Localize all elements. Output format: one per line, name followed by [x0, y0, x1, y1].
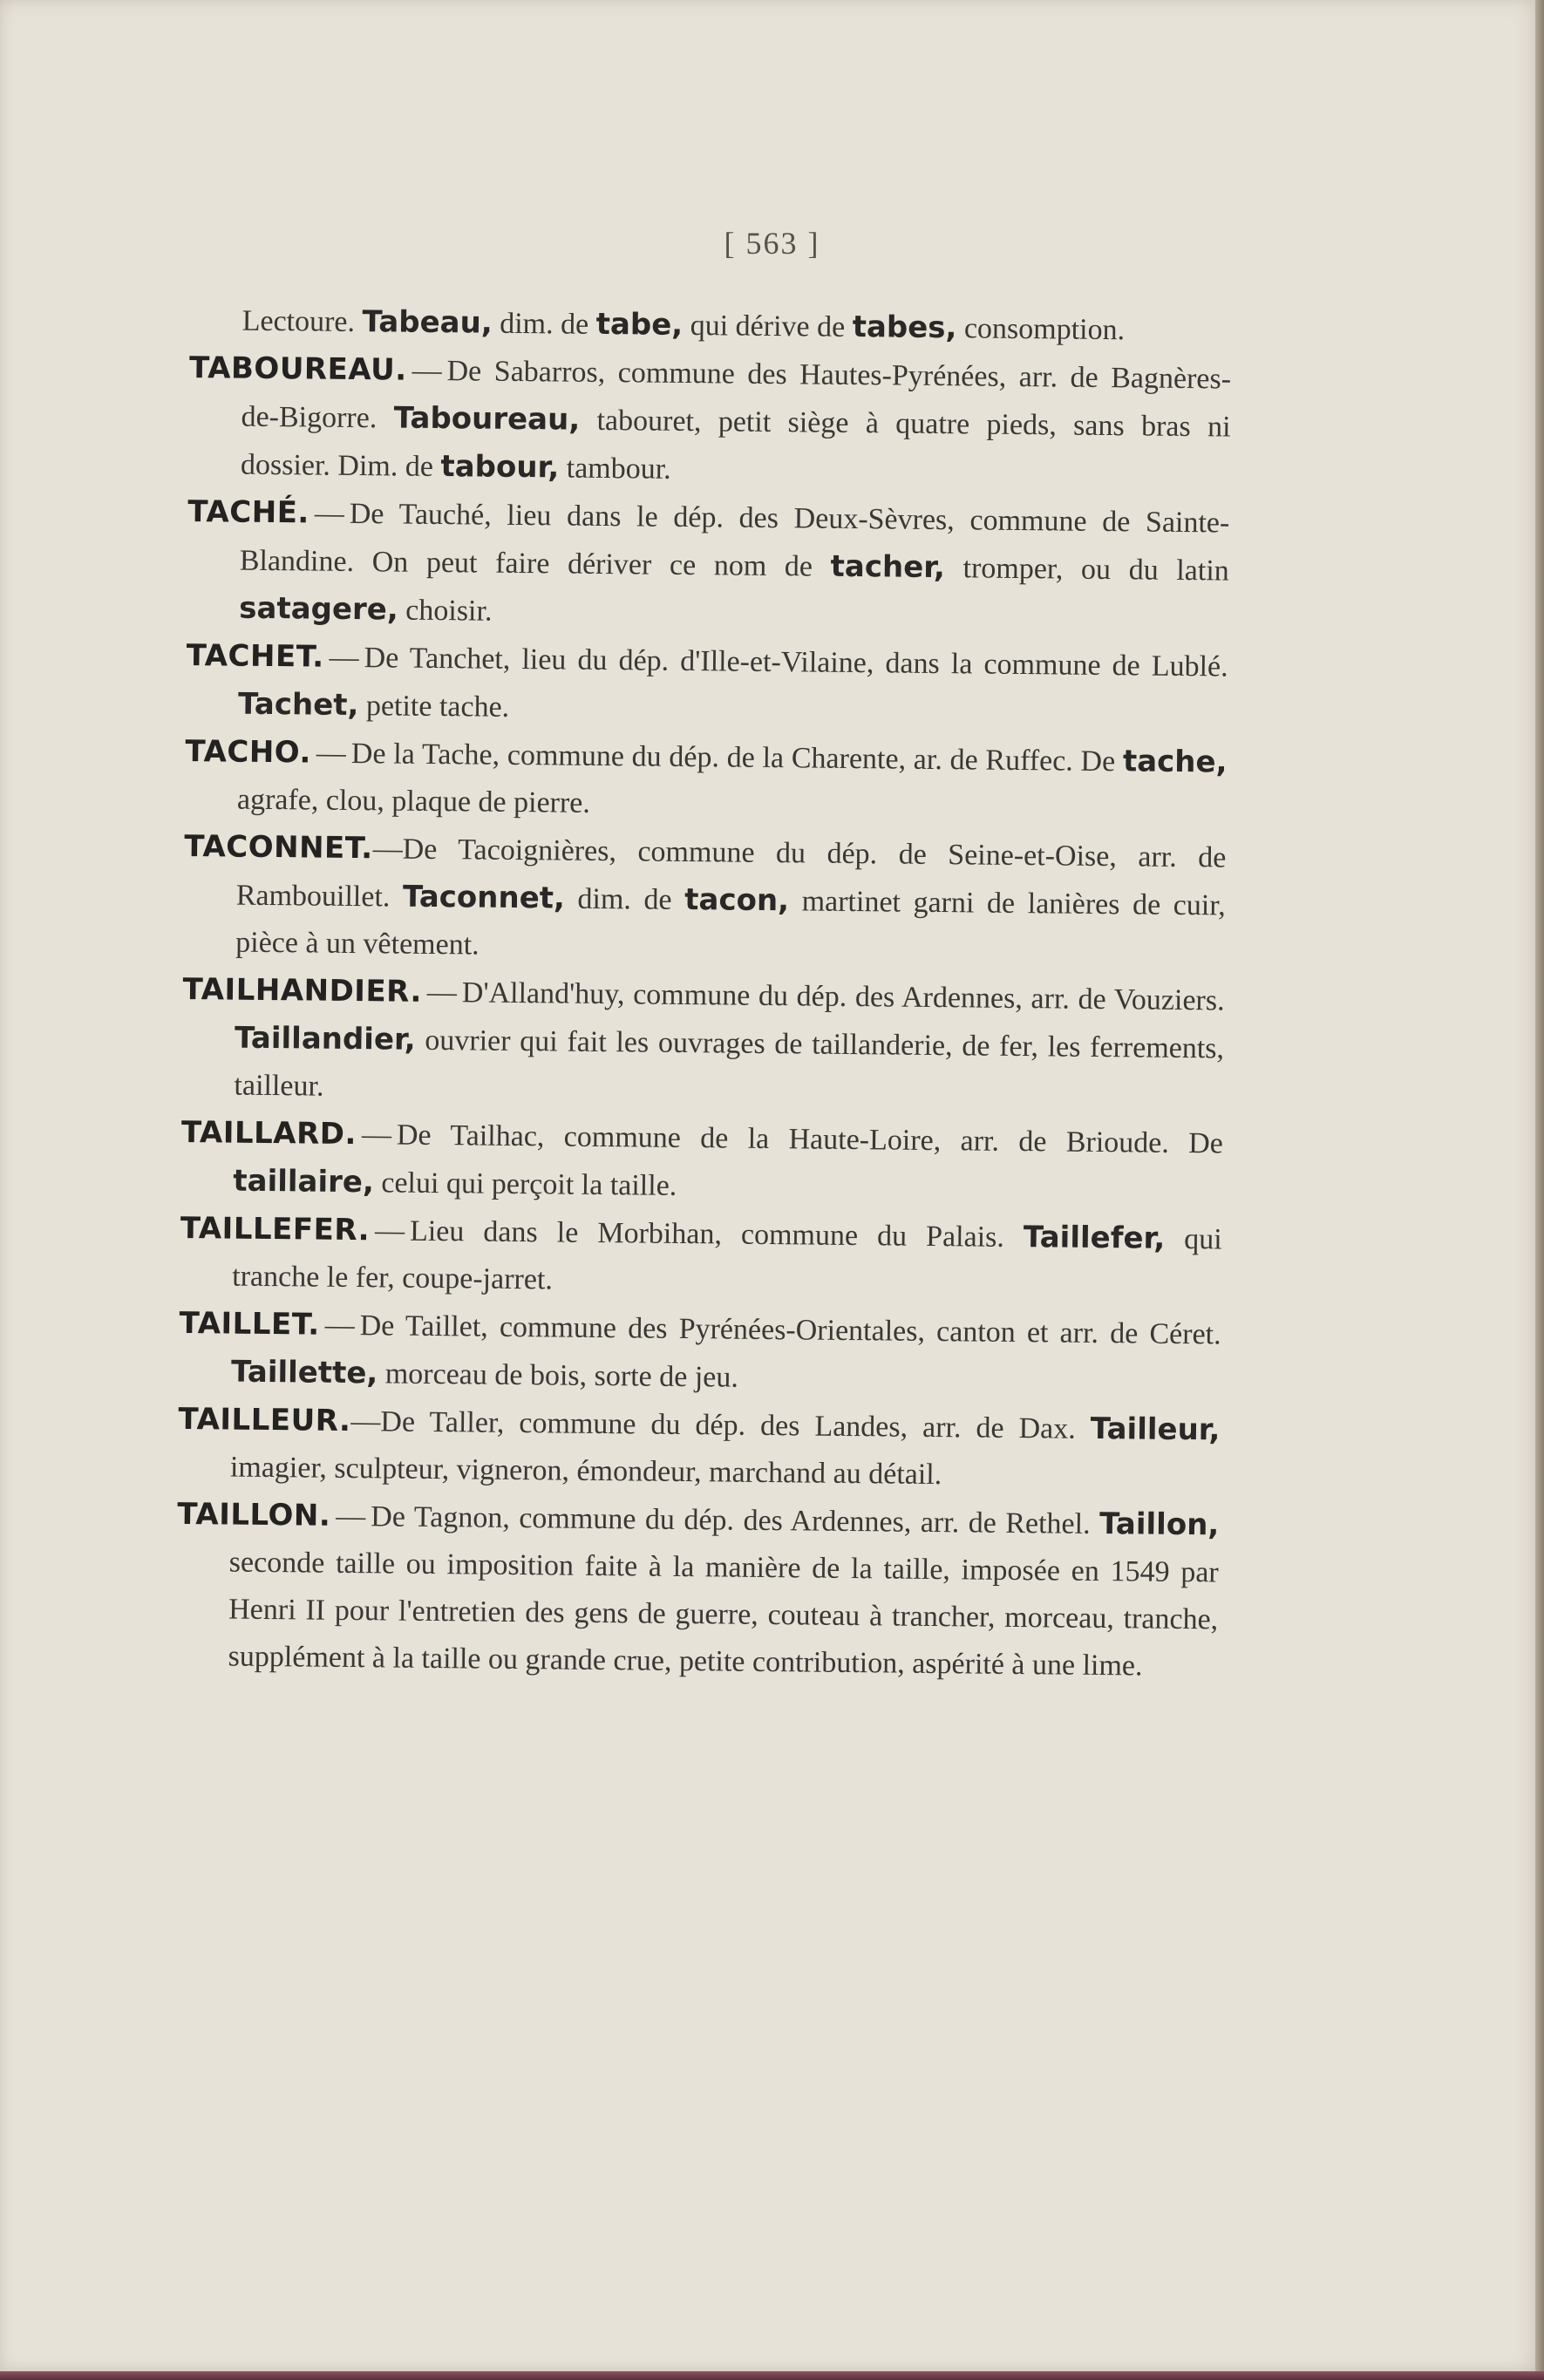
text-run: choisir.	[398, 594, 493, 628]
bold-term: Taillandier,	[234, 1020, 416, 1057]
text-run: De la Tache, commune du dép. de la Charente, ar. de Ruffec. De	[350, 737, 1124, 779]
headword: TACONNET.	[184, 828, 373, 867]
headword: TAILLEFER.	[180, 1210, 371, 1248]
text-run: dim. de	[564, 882, 685, 916]
text-run: De Tacoignières, commune du dép. de Seine-et-Oise, arr. de Rambouillet.	[235, 833, 1227, 914]
text-run: qui tranche le fer, coupe-jarret.	[232, 1222, 1222, 1296]
bold-term: Tailleur,	[1090, 1411, 1221, 1448]
dash: —	[314, 497, 345, 530]
dash: —	[350, 1405, 381, 1438]
entry-tacho	[185, 728, 1228, 834]
dash: —	[361, 1119, 392, 1152]
entry-tache	[187, 488, 1230, 643]
text-run: petite tache.	[358, 690, 510, 724]
headword: TACHET.	[186, 637, 324, 675]
text-run: Lectoure.	[241, 304, 363, 339]
entry-taconnet	[183, 823, 1227, 977]
bold-term: Tabeau,	[362, 304, 493, 341]
bold-term: tache,	[1122, 744, 1228, 780]
headword: TAILLET.	[179, 1305, 320, 1343]
text-run: martinet garni de lanières de cuir, pièce à un vêtement.	[235, 885, 1226, 962]
dictionary-text	[175, 296, 1232, 1690]
page-bottom-edge	[0, 2371, 1544, 2380]
entry-taillet	[179, 1300, 1221, 1407]
entry-tailhandier	[181, 966, 1225, 1120]
entry-tachet	[186, 632, 1228, 739]
text-run: De Tagnon, commune du dép. des Ardennes, arr. de Rethel.	[371, 1500, 1100, 1540]
headword: TAILLON.	[177, 1496, 331, 1533]
bold-term: Tachet,	[237, 686, 359, 724]
text-run: qui dérive de	[683, 309, 853, 343]
text-run: morceau de bois, sorte de jeu.	[377, 1357, 739, 1394]
entry-taboureau	[188, 344, 1232, 500]
bold-term: tabour,	[440, 449, 560, 486]
text-run: dim. de	[492, 307, 596, 341]
dash: —	[426, 976, 458, 1010]
bold-term: Taboureau,	[393, 400, 581, 438]
entry-taillon	[175, 1491, 1219, 1691]
text-run: De Taillet, commune des Pyrénées-Orientales, canton et arr. de Céret.	[359, 1309, 1221, 1351]
text-run: ouvrier qui fait les ouvrages de taillanderie, de fer, les ferrements, tailleur.	[234, 1023, 1225, 1103]
bold-term: Taconnet,	[402, 879, 566, 916]
dash: —	[412, 354, 442, 388]
text-run: seconde taille ou imposition faite à la manière de la taille, imposée en 1549 par Henri II pour l'entretien des gens de guerre, couteau à trancher, morceau, tranche, supplément à la taille ou grande crue, petite contribution, aspérité à une lime.	[228, 1546, 1219, 1683]
entry-taillefer	[180, 1205, 1222, 1311]
headword: TACHÉ.	[187, 493, 310, 531]
dash: —	[336, 1499, 366, 1533]
bold-term: tabe,	[595, 306, 684, 343]
text-run: consomption.	[956, 312, 1126, 347]
headword: TACHO.	[185, 733, 312, 771]
bold-term: Taillefer,	[1023, 1220, 1166, 1256]
headword: TAILHANDIER.	[182, 971, 423, 1010]
page-number: [ 563 ]	[724, 226, 820, 261]
dash: —	[329, 641, 359, 675]
text-run: D'Alland'huy, commune du dép. des Ardennes, arr. de Vouziers.	[461, 976, 1225, 1017]
bold-term: Taillon,	[1098, 1506, 1220, 1543]
bold-term: tacon,	[684, 881, 790, 919]
headword: TAILLEUR.	[178, 1401, 351, 1439]
text-run: De Tauché, lieu dans le dép. des Deux-Sèvres, commune de Sainte-Blandine. On peut faire dériver ce nom de	[239, 497, 1230, 583]
dash: —	[372, 833, 403, 866]
text-run: imagier, sculpteur, vigneron, émondeur, marchand au détail.	[229, 1451, 942, 1492]
text-run: celui qui perçoit la taille.	[373, 1166, 677, 1202]
bold-term: taillaire,	[233, 1163, 375, 1200]
text-run: De Sabarros, commune des Hautes-Pyrénées, arr. de Bagnères-de-Bigorre.	[241, 355, 1232, 435]
text-run: De Taller, commune du dép. des Landes, arr. de Dax.	[380, 1405, 1091, 1445]
dash: —	[316, 737, 347, 770]
headword: TAILLARD.	[180, 1114, 357, 1153]
text-run: agrafe, clou, plaque de pierre.	[236, 783, 591, 819]
bold-term: tacher,	[830, 548, 946, 586]
bold-term: tabes,	[852, 309, 957, 346]
text-run: De Tailhac, commune de la Haute-Loire, arr. de Brioude. De	[396, 1119, 1224, 1160]
text-run: tromper, ou du latin	[944, 552, 1229, 588]
dash: —	[324, 1309, 355, 1343]
entry-tailleur	[178, 1396, 1221, 1502]
text-run: Lieu dans le Morbihan, commune du Palais.	[409, 1214, 1024, 1255]
entry-taillard	[180, 1109, 1223, 1216]
headword: TABOUREAU.	[188, 350, 407, 388]
text-run: tambour.	[559, 452, 671, 486]
bold-term: satagere,	[239, 590, 398, 628]
page-spine-edge	[1535, 0, 1544, 2380]
dash: —	[374, 1214, 405, 1248]
text-run: tabouret, petit siège à quatre pieds, sans bras ni dossier. Dim. de	[240, 404, 1231, 484]
bold-term: Taillette,	[230, 1354, 378, 1391]
text-run: De Tanchet, lieu du dép. d'Ille-et-Vilaine, dans la commune de Lublé.	[364, 642, 1228, 683]
